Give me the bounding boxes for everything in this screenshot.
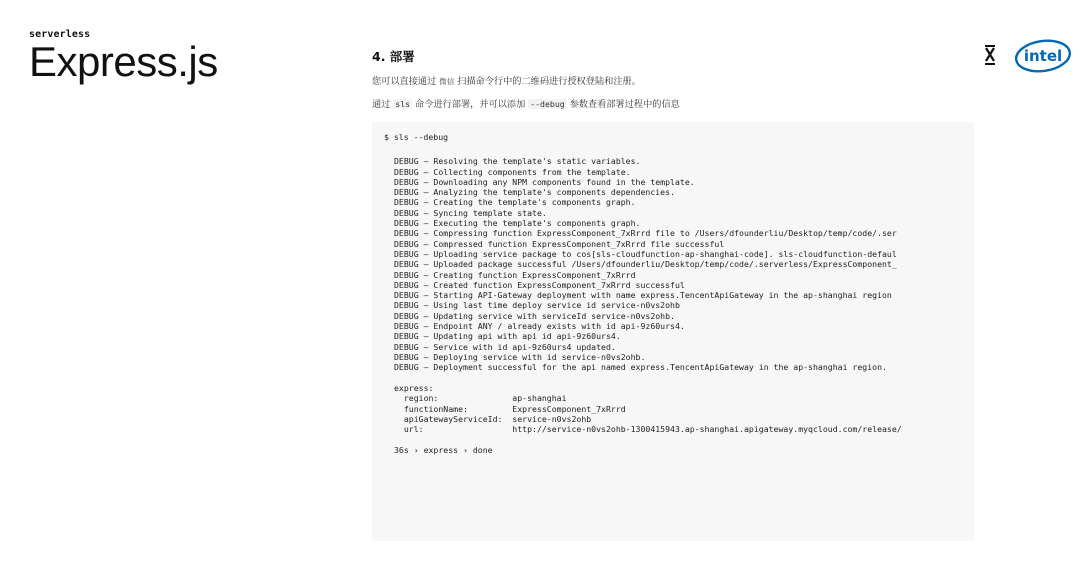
inline-code-sls: sls [395, 99, 411, 109]
section-title: 4. 部署 [372, 49, 415, 64]
debug-line: DEBUG — Resolving the template's static variables. [394, 156, 641, 167]
debug-line: DEBUG — Endpoint ANY / already exists with id api-9z60urs4. [394, 321, 685, 332]
yaml-line: apiGatewayServiceId: service-n0vs2ohb [394, 413, 592, 424]
logo-express-text: Express.js [29, 38, 218, 85]
debug-line: DEBUG — Deployment successful for the api named express.TencentApiGateway in the ap-shanghai region. [394, 362, 887, 373]
debug-line: DEBUG — Analyzing the template's components dependencies. [394, 187, 675, 198]
yaml-line: url: http://service-n0vs2ohb-1300415943.ap-shanghai.apigateway.myqcloud.com/release/ [394, 424, 902, 435]
debug-line: DEBUG — Updating service with serviceId service-n0vs2ohb. [394, 310, 675, 321]
debug-line: DEBUG — Created function ExpressComponent_7xRrrd successful [394, 279, 685, 290]
inline-code-debug: --debug [530, 99, 565, 109]
deploy-section [372, 49, 974, 541]
p1-after: 扫描命令行中的二维码进行授权登陆和注册。 [457, 76, 641, 87]
debug-line: DEBUG — Downloading any NPM components found in the template. [394, 176, 695, 187]
debug-output [384, 156, 974, 372]
intel-icon-text: intel [1023, 47, 1063, 65]
debug-line: DEBUG — Uploading service package to cos[sls-cloudfunction-ap-shanghai-code]. sls-cloudfunction-defaul [394, 248, 897, 259]
debug-line: DEBUG — Executing the template's components graph. [394, 218, 641, 229]
code-block[interactable] [372, 122, 974, 541]
p2-before: 通过 [372, 99, 391, 110]
paragraph-scan-qrcode [372, 75, 974, 88]
debug-line: DEBUG — Updating api with api id api-9z60urs4. [394, 331, 621, 342]
debug-line: DEBUG — Collecting components from the template. [394, 166, 631, 177]
logo-serverless-text: serverless [29, 29, 91, 40]
debug-line: DEBUG — Uploaded package successful /Users/dfounderliu/Desktop/temp/code/.serverless/ExpressComponent_ [394, 259, 897, 270]
p1-before: 您可以直接通过 [372, 76, 437, 87]
debug-line: DEBUG — Using last time deploy service id service-n0vs2ohb [394, 300, 680, 311]
debug-line: DEBUG — Deploying service with id service-n0vs2ohb. [394, 351, 646, 362]
yaml-line: region: ap-shanghai [394, 393, 567, 404]
debug-line: DEBUG — Starting API-Gateway deployment with name express.TencentApiGateway in the ap-shanghai region [394, 290, 892, 301]
k-icon[interactable] [983, 44, 997, 66]
yaml-line: functionName: ExpressComponent_7xRrrd [394, 403, 626, 414]
paragraph-sls-deploy [372, 98, 974, 111]
p2-middle: 命令进行部署，并可以添加 [415, 99, 526, 110]
p2-after: 参数查看部署过程中的信息 [569, 99, 680, 110]
done-line: 36s › express › done [394, 445, 493, 456]
deploy-result [384, 383, 974, 434]
yaml-line: express: [394, 383, 434, 394]
intel-icon[interactable] [1013, 38, 1073, 74]
debug-line: DEBUG — Compressing function ExpressComponent_7xRrrd file to /Users/dfounderliu/Desktop/temp/code/.ser [394, 228, 897, 239]
debug-line: DEBUG — Service with id api-9z60urs4 updated. [394, 341, 616, 352]
code-prompt: $ sls --debug [384, 132, 449, 142]
p1-wechat: 微信 [439, 77, 455, 86]
express-logo [29, 29, 218, 87]
debug-line: DEBUG — Creating the template's components graph. [394, 197, 636, 208]
debug-line: DEBUG — Creating function ExpressComponent_7xRrrd [394, 269, 636, 280]
debug-line: DEBUG — Compressed function ExpressComponent_7xRrrd file successful [394, 238, 725, 249]
debug-line: DEBUG — Syncing template state. [394, 207, 547, 218]
